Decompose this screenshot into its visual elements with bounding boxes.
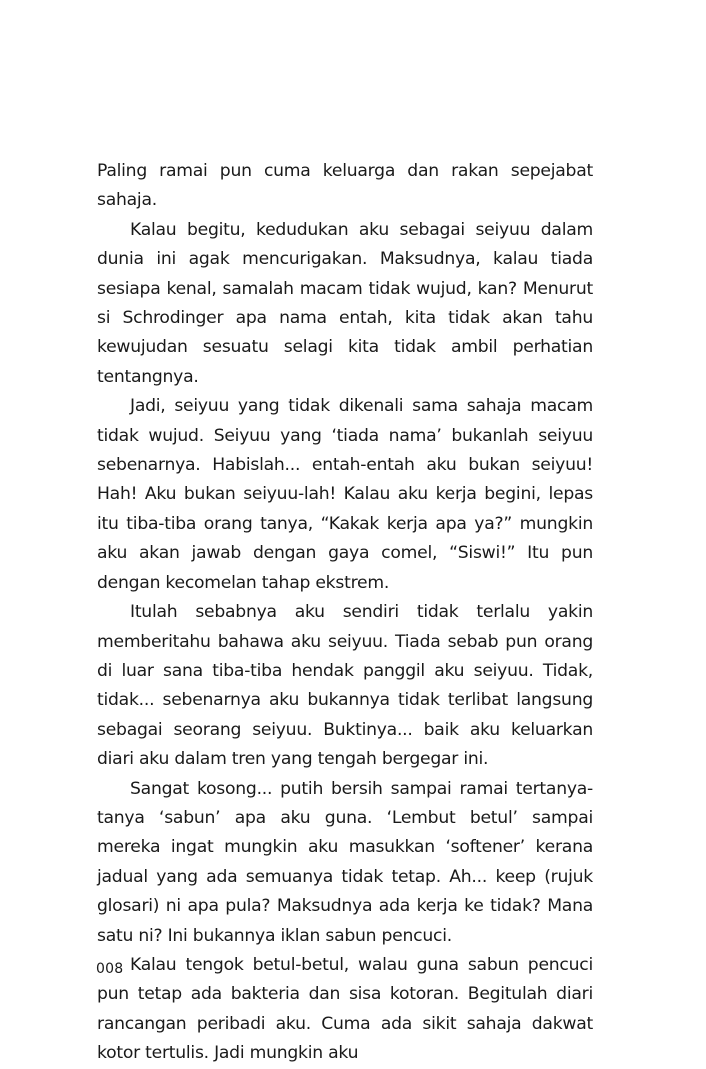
- paragraph: Sangat kosong... putih bersih sampai ramai tertanya-tanya ‘sabun’ apa aku guna. ‘Lembut betul’ sampai mereka ingat mungkin aku masukkan ‘softener’ kerana jadual yang ada semuanya tidak tetap. Ah... keep (rujuk glosari) ni apa pula? Maksudnya ada kerja ke tidak? Mana satu ni? Ini bukannya iklan sabun pencuci.: [97, 778, 593, 946]
- paragraph: Jadi, seiyuu yang tidak dikenali sama sahaja macam tidak wujud. Seiyuu yang ‘tiada nama’ bukanlah seiyuu sebenarnya. Habislah... entah-entah aku bukan seiyuu! Hah! Aku bukan seiyuu-lah! Kalau aku kerja begini, lepas itu tiba-tiba orang tanya, “Kakak kerja apa ya?” mungkin aku akan jawab dengan gaya comel, “Siswi!” Itu pun dengan kecomelan tahap ekstrem.: [97, 396, 593, 593]
- paragraph: Itulah sebabnya aku sendiri tidak terlalu yakin memberitahu bahawa aku seiyuu. Tiada sebab pun orang di luar sana tiba-tiba hendak panggil aku seiyuu. Tidak, tidak... sebenarnya aku bukannya tidak terlibat langsung sebagai seorang seiyuu. Buktinya... baik aku keluarkan diari aku dalam tren yang tengah bergegar ini.: [97, 602, 593, 770]
- paragraph: Kalau tengok betul-betul, walau guna sabun pencuci pun tetap ada bakteria dan sisa kotoran. Begitulah diari rancangan peribadi aku. Cuma ada sikit sahaja dakwat kotor tertulis. Jadi mungkin aku: [97, 954, 593, 1064]
- page-number: 008: [96, 961, 124, 977]
- page-body: [97, 157, 593, 1069]
- paragraph: Paling ramai pun cuma keluarga dan rakan sepejabat sahaja.: [97, 161, 593, 211]
- paragraph: Kalau begitu, kedudukan aku sebagai seiyuu dalam dunia ini agak mencurigakan. Maksudnya, kalau tiada sesiapa kenal, samalah macam tidak wujud, kan? Menurut si Schrodinger apa nama entah, kita tidak akan tahu kewujudan sesuatu selagi kita tidak ambil perhatian tentangnya.: [97, 219, 593, 387]
